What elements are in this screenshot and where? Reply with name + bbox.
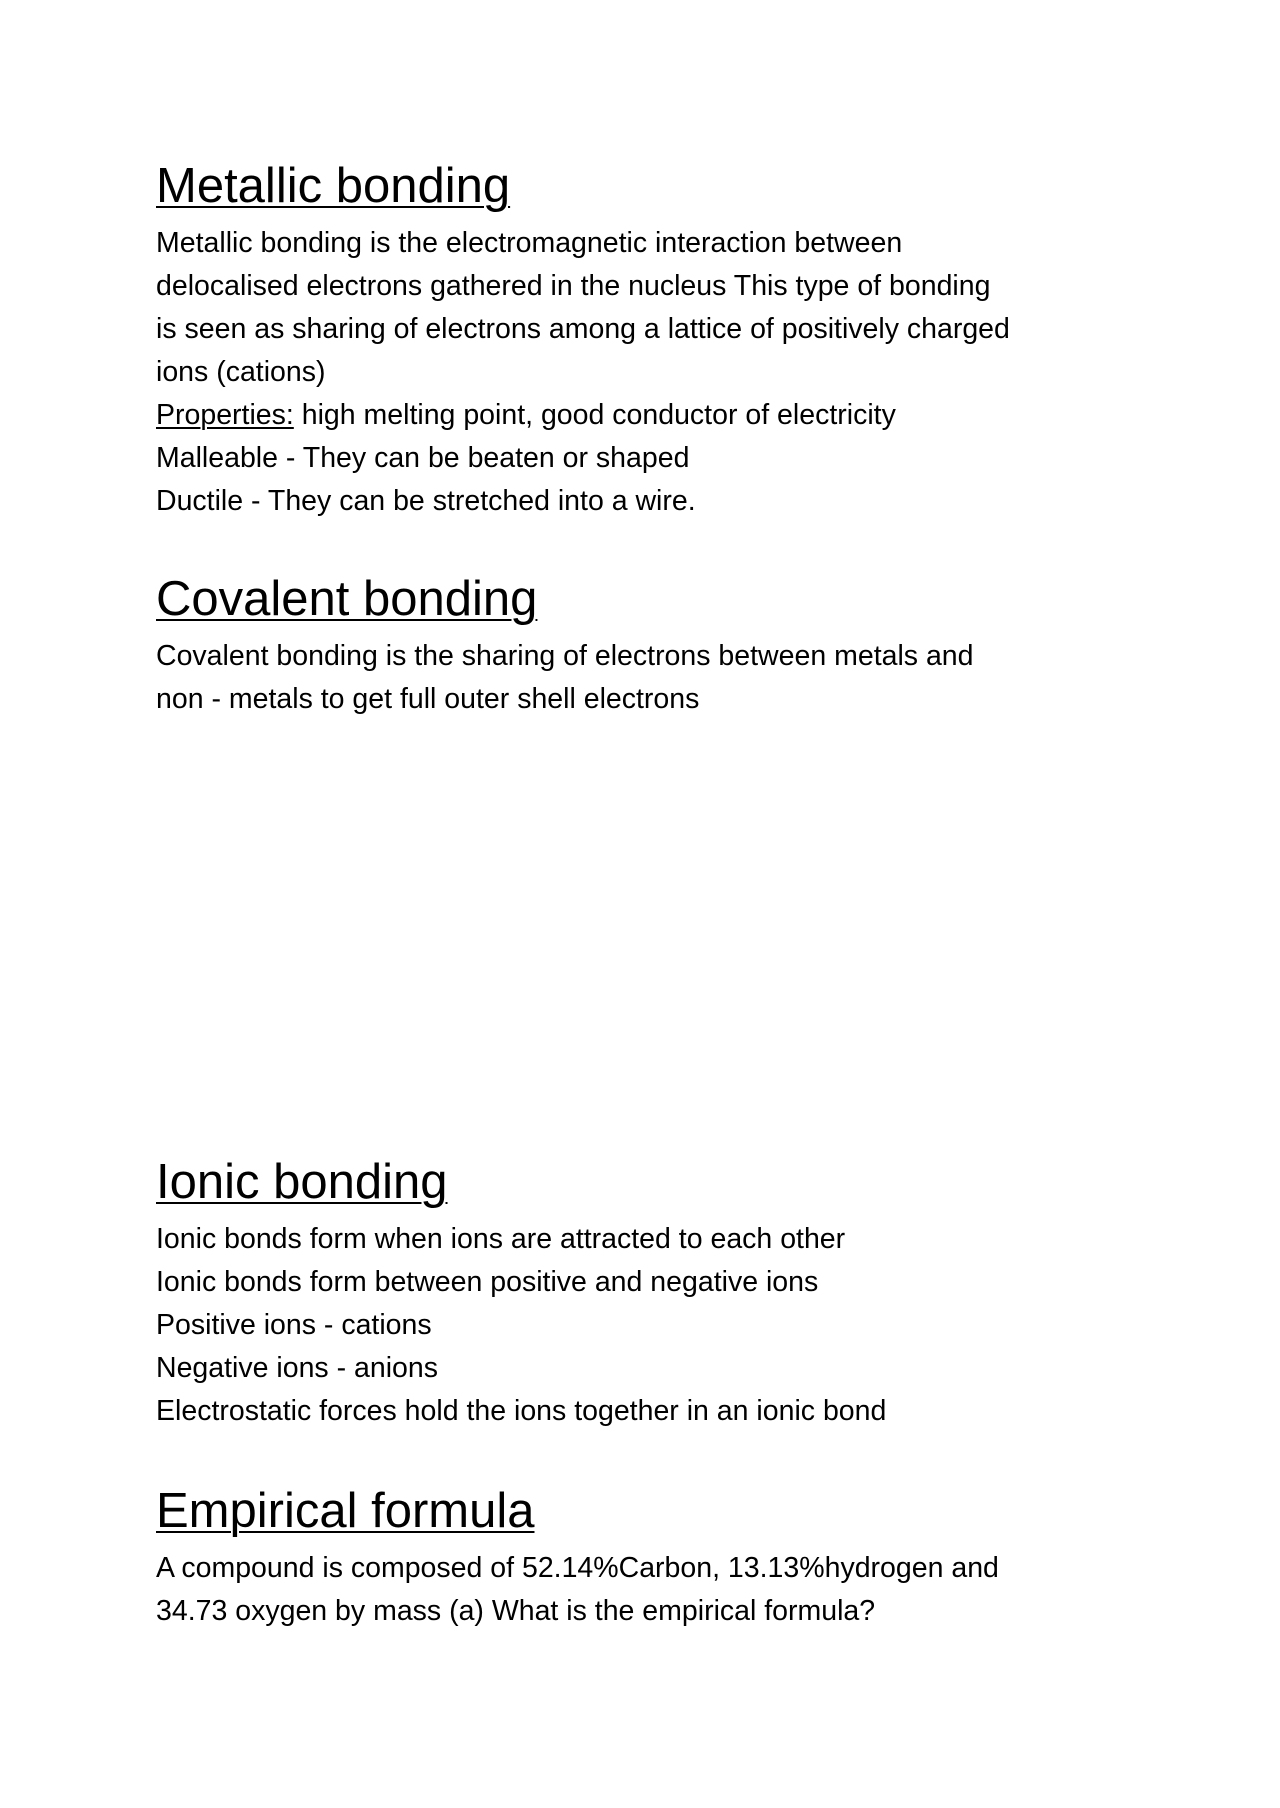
paragraph-line: Metallic bonding is the electromagnetic interaction between [156,227,903,259]
heading-empirical-formula: Empirical formula [156,1484,535,1538]
section-empirical-formula [156,1483,1156,1633]
paragraph-line: Ionic bonds form when ions are attracted to each other [156,1223,846,1255]
properties-text: high melting point, good conductor of electricity [293,399,896,431]
paragraph-line: A compound is composed of 52.14%Carbon, 13.13%hydrogen and [156,1552,999,1584]
paragraph-line: non - metals to get full outer shell electrons [156,683,700,715]
paragraph-line: Electrostatic forces hold the ions together in an ionic bond [156,1395,887,1427]
paragraph-line: Ductile - They can be stretched into a wire. [156,485,696,517]
paragraph-line: ions (cations) [156,356,326,388]
paragraph-line: Ionic bonds form between positive and negative ions [156,1266,819,1298]
paragraph-line: is seen as sharing of electrons among a lattice of positively charged [156,313,1010,345]
section-metallic-bonding [156,158,1156,523]
paragraph-line: Negative ions - anions [156,1352,438,1384]
section-ionic-bonding [156,1154,1156,1433]
properties-line [156,394,1156,437]
section-covalent-bonding [156,571,1156,721]
heading-covalent-bonding: Covalent bonding [156,572,538,626]
paragraph-line: 34.73 oxygen by mass (a) What is the empirical formula? [156,1595,876,1627]
paragraph-line: Malleable - They can be beaten or shaped [156,442,690,474]
paragraph-line: delocalised electrons gathered in the nucleus This type of bonding [156,270,991,302]
heading-metallic-bonding: Metallic bonding [156,159,511,213]
paragraph-line: Positive ions - cations [156,1309,432,1341]
paragraph-line: Covalent bonding is the sharing of electrons between metals and [156,640,974,672]
properties-label: Properties: [156,399,294,431]
heading-ionic-bonding: Ionic bonding [156,1155,448,1209]
